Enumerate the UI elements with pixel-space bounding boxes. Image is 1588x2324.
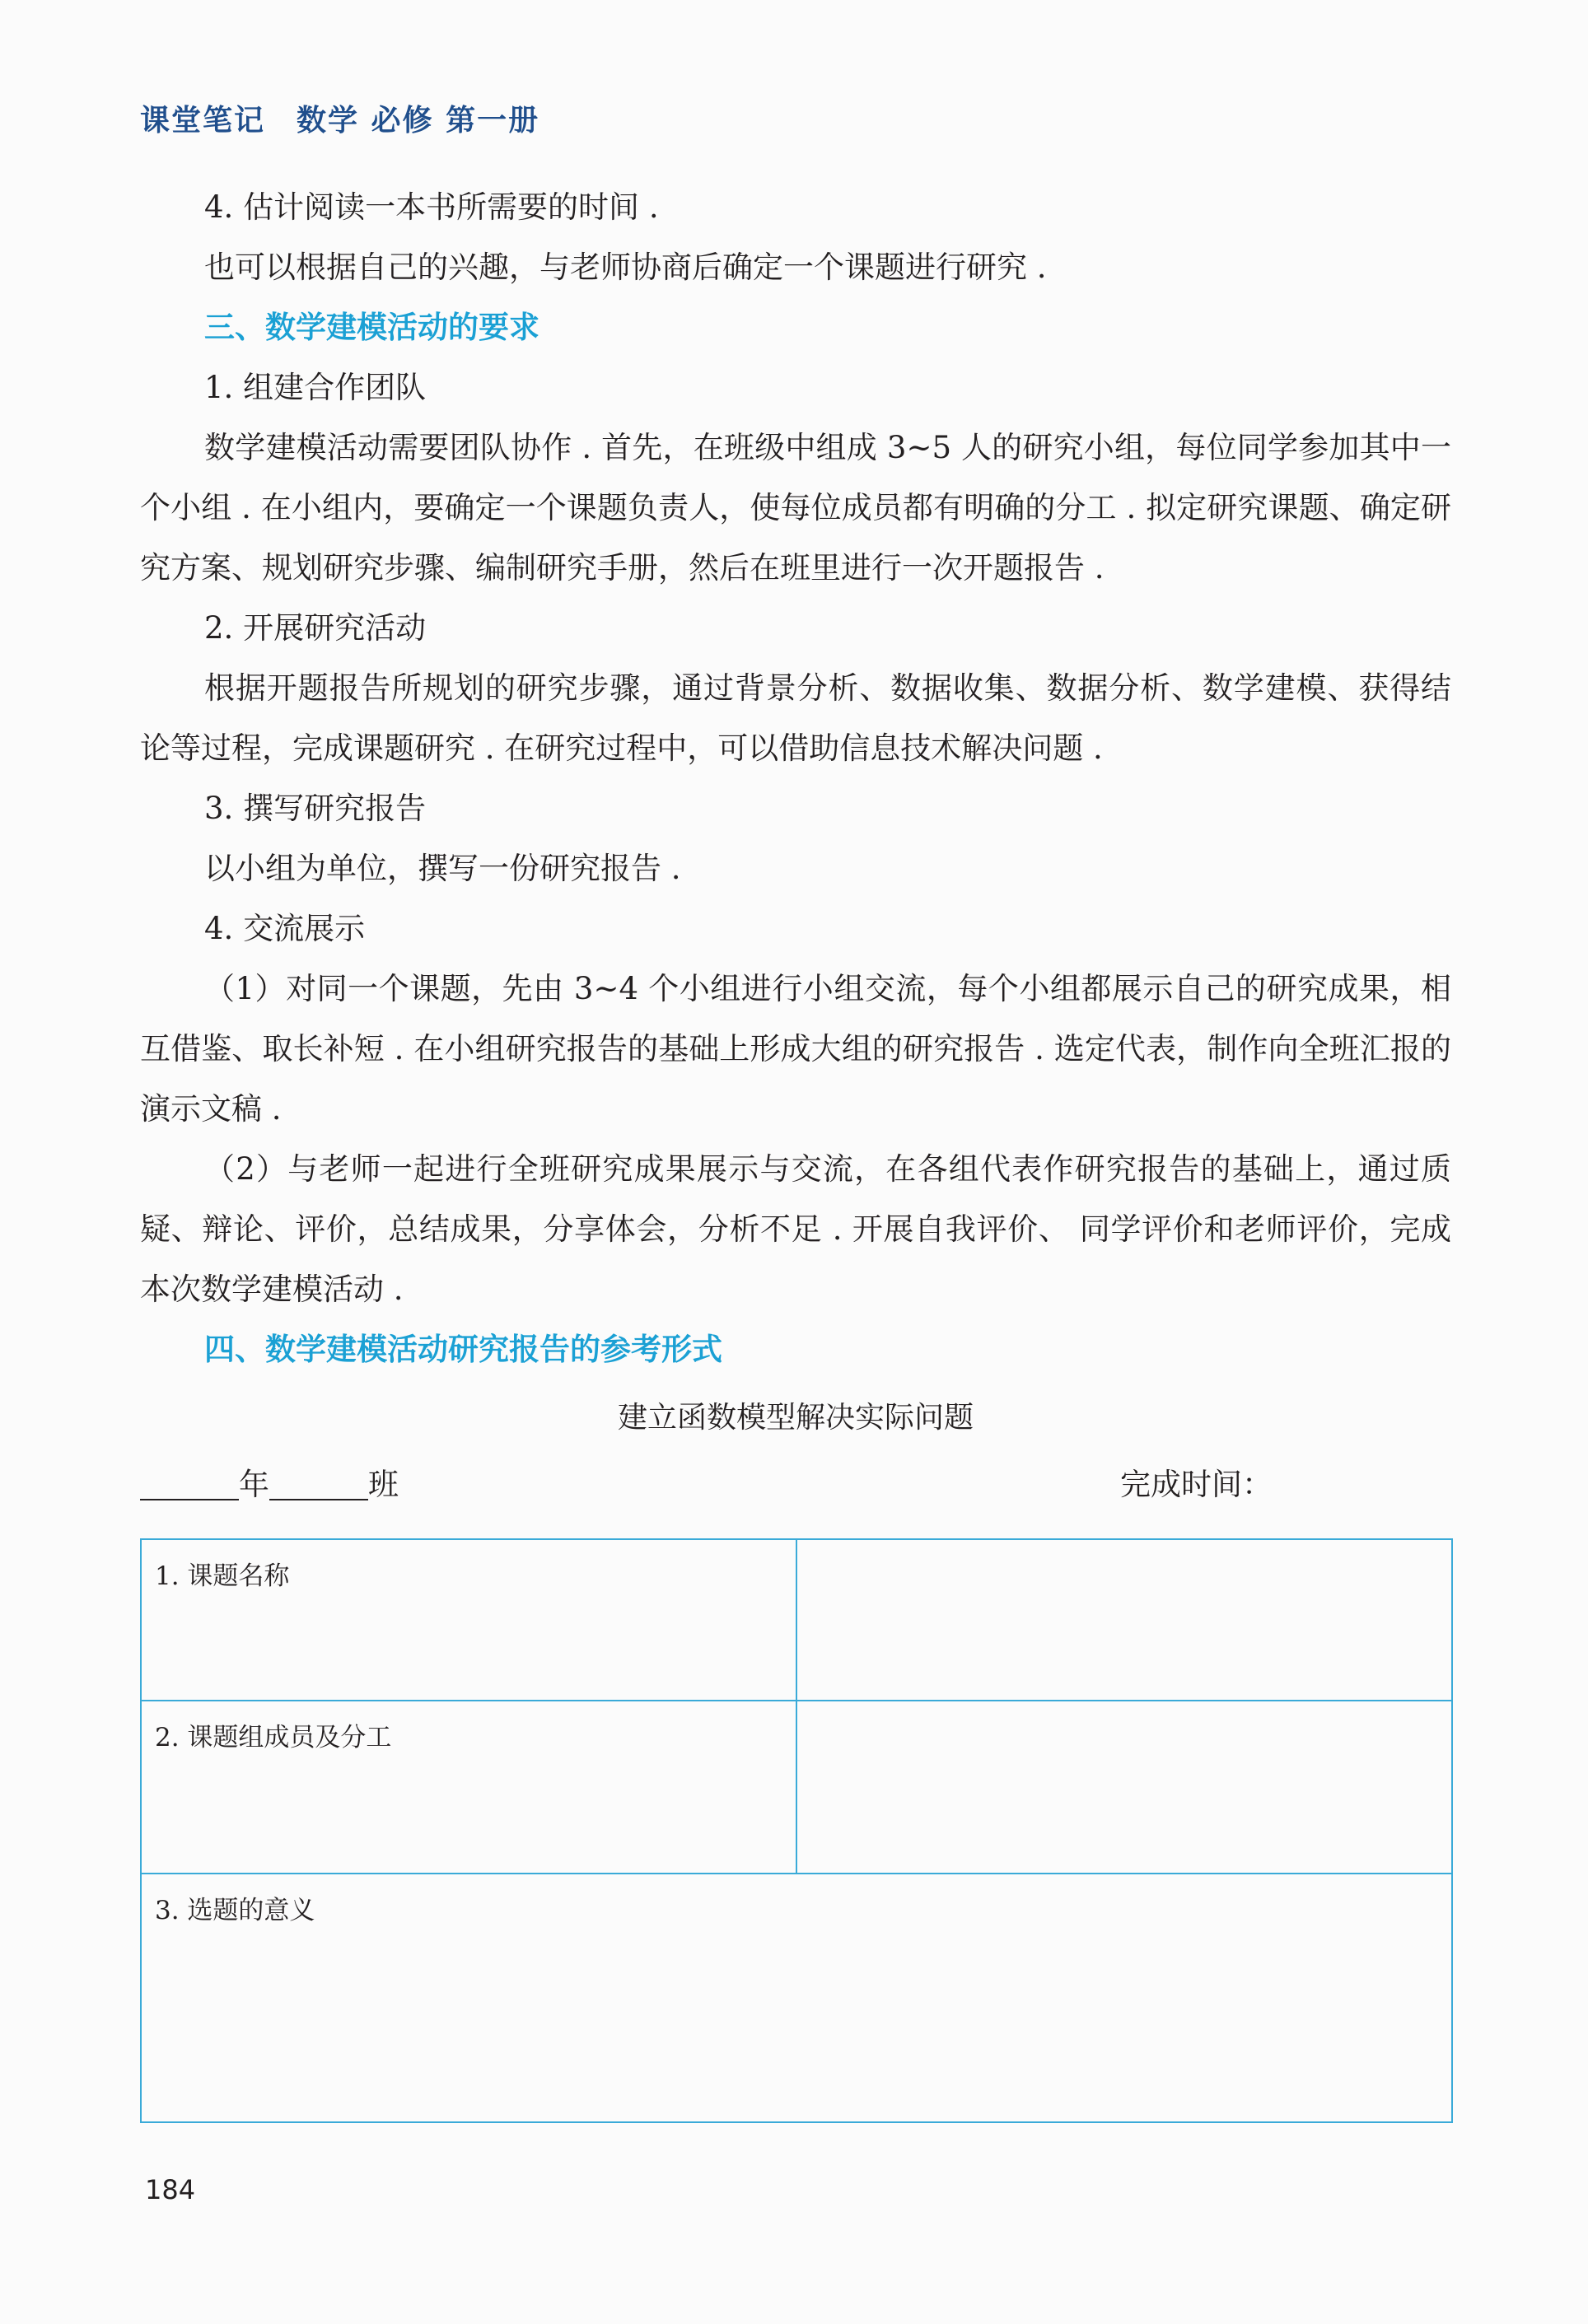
report-form-table <box>140 1538 1453 2123</box>
subheading-team: 1. 组建合作团队 <box>204 370 427 405</box>
paragraph-report: 以小组为单位，撰写一份研究报告 . <box>204 851 681 886</box>
significance-cell: 3. 选题的意义 <box>141 1874 1452 2122</box>
list-item-4: 4. 估计阅读一本书所需要的时间 . <box>204 189 659 225</box>
table-row <box>141 1874 1452 2122</box>
page-content <box>140 177 1451 2123</box>
subheading-report: 3. 撰写研究报告 <box>204 791 427 826</box>
members-cell: 2. 课题组成员及分工 <box>141 1701 796 1874</box>
grade-class-field <box>140 1448 399 1522</box>
section-heading-4: 四、数学建模活动研究报告的参考形式 <box>204 1332 722 1367</box>
topic-name-value-cell[interactable] <box>796 1539 1452 1701</box>
page-number: 184 <box>145 2174 196 2205</box>
section-heading-3: 三、数学建模活动的要求 <box>204 310 539 345</box>
completion-time-field <box>1120 1448 1273 1522</box>
paragraph-team: 数学建模活动需要团队协作 . 首先，在班级中组成 3~5 人的研究小组，每位同学参加其中一个小组 . 在小组内，要确定一个课题负责人，使每位成员都有明确的分工 . 拟定研究课题、确定研究方案、规划研究步骤、编制研究手册，然后在班里进行一次开题报告 . <box>140 430 1451 586</box>
subheading-research: 2. 开展研究活动 <box>204 610 427 646</box>
report-form-meta <box>140 1448 1451 1522</box>
members-value-cell[interactable] <box>796 1701 1452 1874</box>
year-label: 年 <box>239 1467 269 1502</box>
class-label: 班 <box>368 1467 399 1502</box>
class-blank[interactable] <box>269 1498 368 1500</box>
table-row <box>141 1539 1452 1701</box>
topic-name-cell: 1. 课题名称 <box>141 1539 796 1701</box>
report-form-title: 建立函数模型解决实际问题 <box>617 1401 974 1435</box>
running-header: 课堂笔记 数学 必修 第一册 <box>140 104 540 138</box>
subheading-exchange: 4. 交流展示 <box>204 911 366 946</box>
completion-time-label: 完成时间： <box>1120 1467 1273 1502</box>
year-blank[interactable] <box>140 1498 239 1500</box>
paragraph-research: 根据开题报告所规划的研究步骤，通过背景分析、数据收集、数据分析、数学建模、获得结论等过程，完成课题研究 . 在研究过程中，可以借助信息技术解决问题 . <box>140 670 1451 766</box>
table-row <box>141 1701 1452 1874</box>
paragraph-exchange-2: （2）与老师一起进行全班研究成果展示与交流，在各组代表作研究报告的基础上，通过质疑、辩论、评价，总结成果，分享体会，分析不足 . 开展自我评价、 同学评价和老师评价，完成本次数学建模活动 . <box>140 1151 1451 1307</box>
paragraph-own-topic: 也可以根据自己的兴趣，与老师协商后确定一个课题进行研究 . <box>204 250 1047 285</box>
paragraph-exchange-1: （1）对同一个课题，先由 3~4 个小组进行小组交流，每个小组都展示自己的研究成果，相互借鉴、取长补短 . 在小组研究报告的基础上形成大组的研究报告 . 选定代表，制作向全班汇报的演示文稿 . <box>140 971 1451 1127</box>
